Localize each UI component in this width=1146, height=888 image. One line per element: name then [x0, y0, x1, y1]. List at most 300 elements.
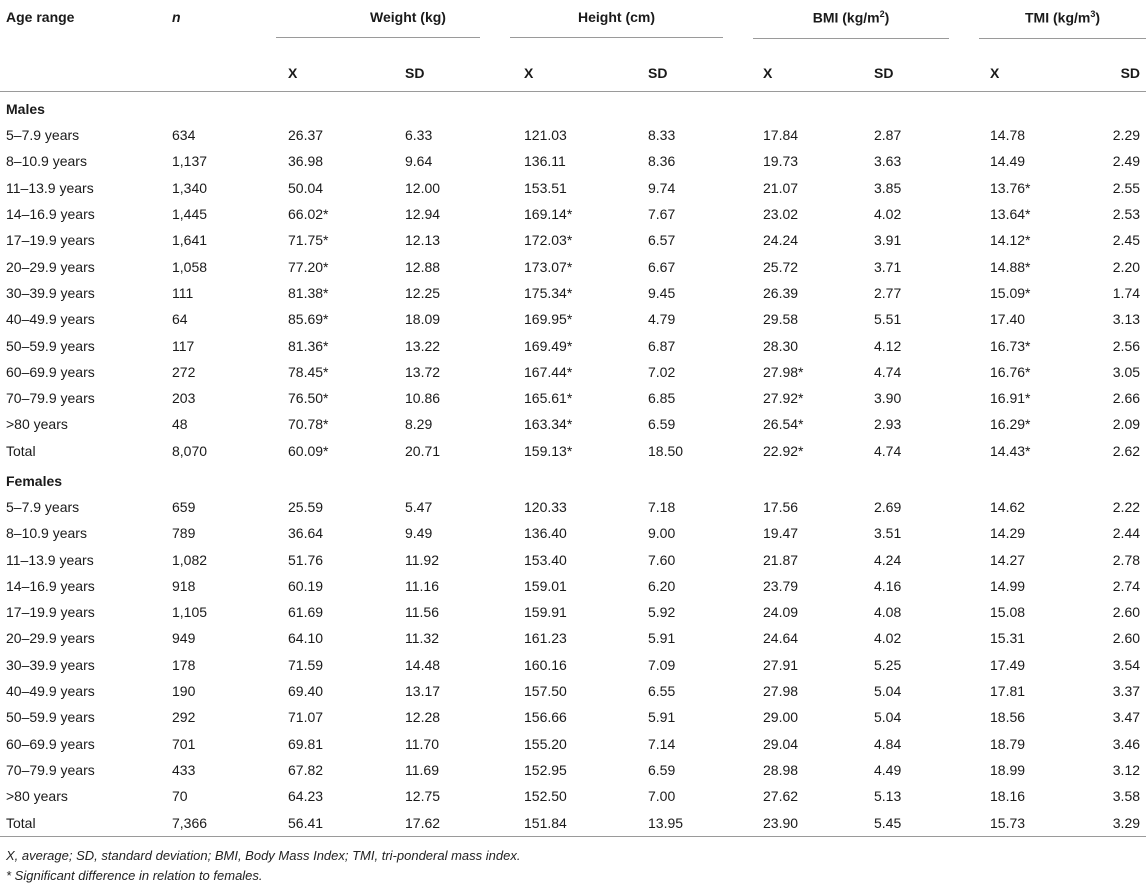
females-cell: 51.76 [288, 551, 324, 568]
males-cell: 14.49 [990, 153, 1026, 170]
females-table-row [0, 546, 1146, 572]
females-cell: 14.48 [405, 656, 441, 673]
males-cell: 27.98* [763, 363, 804, 380]
females-cell: 11.56 [405, 604, 439, 621]
males-cell: 9.64 [405, 153, 433, 170]
females-cell: 152.50 [524, 788, 567, 805]
males-cell: 5–7.9 years [6, 127, 80, 144]
females-cell: 178 [172, 656, 196, 673]
females-table-row [0, 731, 1146, 757]
males-cell: 121.03 [524, 127, 567, 144]
males-cell: 24.24 [763, 232, 799, 249]
females-table-row [0, 599, 1146, 625]
males-cell: 12.25 [405, 284, 441, 301]
males-cell: 2.20 [1112, 258, 1141, 275]
females-cell: 6.59 [648, 761, 676, 778]
males-cell: 165.61* [524, 390, 573, 407]
females-cell: 15.08 [990, 604, 1026, 621]
males-cell: 3.63 [874, 153, 902, 170]
males-table-row [0, 438, 1146, 464]
males-cell: 71.75* [288, 232, 329, 249]
males-cell: 1,137 [172, 153, 208, 170]
females-cell: 61.69 [288, 604, 324, 621]
females-cell: 19.47 [763, 525, 799, 542]
females-cell: 3.51 [874, 525, 902, 542]
males-table-row [0, 148, 1146, 174]
females-cell: 7.09 [648, 656, 676, 673]
males-cell: 50–59.9 years [6, 337, 95, 354]
males-cell: 15.09* [990, 284, 1031, 301]
females-cell: 23.79 [763, 577, 799, 594]
females-table-row [0, 678, 1146, 704]
subheader-weight-sd: SD [405, 55, 510, 92]
males-cell: 6.57 [648, 232, 676, 249]
females-cell: 12.75 [405, 788, 441, 805]
males-cell: 64 [172, 311, 188, 328]
males-cell: 13.22 [405, 337, 441, 354]
females-cell: 71.07 [288, 709, 324, 726]
females-cell: 3.12 [1112, 761, 1141, 778]
females-table-row [0, 783, 1146, 809]
males-cell: 3.90 [874, 390, 902, 407]
males-cell: 60.09* [288, 442, 329, 459]
females-cell: 3.47 [1112, 709, 1141, 726]
header-tmi: TMI $(kg/m^3)$ [979, 0, 1146, 55]
females-cell: 6.20 [648, 577, 676, 594]
females-cell: 15.31 [990, 630, 1026, 647]
females-table-row [0, 809, 1146, 836]
males-cell: 4.74 [874, 442, 902, 459]
females-cell: 25.59 [288, 499, 324, 515]
males-cell: 6.67 [648, 258, 676, 275]
females-cell: 4.84 [874, 735, 902, 752]
females-cell: 14–16.9 years [6, 577, 95, 594]
females-cell: 3.46 [1112, 735, 1141, 752]
males-cell: 1,340 [172, 179, 208, 196]
females-cell: 5.92 [648, 604, 676, 621]
males-table-row [0, 201, 1146, 227]
females-cell: 3.29 [1103, 809, 1146, 836]
females-cell: 2.74 [1112, 577, 1141, 594]
females-cell: 155.20 [524, 735, 567, 752]
males-cell: 17.40 [990, 311, 1026, 328]
females-cell: 292 [172, 709, 196, 726]
males-cell: 48 [172, 416, 188, 433]
females-cell: 160.16 [524, 656, 567, 673]
females-cell: 5.13 [874, 788, 902, 805]
females-cell: 159.01 [524, 577, 567, 594]
females-table-row [0, 704, 1146, 730]
females-cell: 949 [172, 630, 196, 647]
males-cell: 4.79 [648, 311, 676, 328]
females-cell: 6.55 [648, 683, 676, 700]
females-table-row [0, 652, 1146, 678]
females-cell: 17.62 [405, 809, 510, 836]
females-cell: 14.99 [990, 577, 1026, 594]
males-table-row [0, 280, 1146, 306]
males-cell: 70–79.9 years [6, 390, 95, 407]
females-cell: 11.16 [405, 577, 439, 594]
females-cell: 5.25 [874, 656, 902, 673]
males-cell: 9.74 [648, 179, 676, 196]
females-cell: 7.18 [648, 499, 676, 515]
males-cell: 16.76* [990, 363, 1031, 380]
males-cell: 8,070 [172, 442, 208, 459]
females-cell: 1,105 [172, 604, 208, 621]
females-cell: 5.04 [874, 709, 902, 726]
males-cell: 2.45 [1112, 232, 1141, 249]
males-cell: 16.29* [990, 416, 1031, 433]
subheader-height-x: X [510, 55, 648, 92]
females-cell: 433 [172, 761, 196, 778]
header-blank [172, 55, 276, 92]
females-cell: 151.84 [510, 809, 648, 836]
females-cell: Total [0, 809, 172, 836]
females-cell: 789 [172, 525, 196, 542]
females-cell: 21.87 [763, 551, 799, 568]
females-cell: 11–13.9 years [6, 551, 94, 568]
females-cell: 918 [172, 577, 196, 594]
females-cell: 5.91 [648, 709, 676, 726]
males-cell: 3.91 [874, 232, 902, 249]
subheader-tmi-x: X [979, 55, 1103, 92]
males-cell: 17.84 [763, 127, 799, 144]
females-cell: 18.56 [990, 709, 1026, 726]
males-cell: 2.29 [1112, 127, 1141, 144]
males-cell: 6.85 [648, 390, 676, 407]
males-cell: 2.77 [874, 284, 902, 301]
females-cell: 4.08 [874, 604, 902, 621]
females-cell: 2.78 [1112, 551, 1141, 568]
females-rows [0, 494, 1146, 836]
females-cell: 120.33 [524, 499, 567, 515]
males-cell: 77.20* [288, 258, 329, 275]
males-rows [0, 122, 1146, 464]
males-cell: 169.14* [524, 206, 573, 223]
females-cell: 15.73 [979, 809, 1103, 836]
males-cell: 2.53 [1112, 206, 1141, 223]
females-cell: 3.54 [1112, 656, 1141, 673]
males-cell: 7.67 [648, 206, 676, 223]
males-cell: 175.34* [524, 284, 573, 301]
females-cell: 4.02 [874, 630, 902, 647]
males-cell: 1.74 [1112, 284, 1141, 301]
females-cell: 64.10 [288, 630, 324, 647]
males-cell: 9.45 [648, 284, 676, 301]
males-table-row [0, 385, 1146, 411]
males-cell: 159.13* [524, 442, 573, 459]
males-cell: 6.33 [405, 127, 433, 144]
females-cell: 3.37 [1112, 683, 1141, 700]
males-cell: 70.78* [288, 416, 329, 433]
males-table-row [0, 253, 1146, 279]
males-cell: 1,641 [172, 232, 208, 249]
header-weight: Weight (kg) [276, 0, 510, 55]
males-cell: 3.13 [1112, 311, 1141, 328]
males-table-row [0, 332, 1146, 358]
males-cell: 16.91* [990, 390, 1031, 407]
footnote-abbreviations: X, average; SD, standard deviation; BMI, Body Mass Index; TMI, tri-ponderal mass index. [6, 848, 521, 863]
males-table-row [0, 306, 1146, 332]
males-cell: 40–49.9 years [6, 311, 95, 328]
males-cell: 12.13 [405, 232, 441, 249]
females-cell: 24.09 [763, 604, 799, 621]
females-table-row [0, 520, 1146, 546]
females-cell: 7,366 [172, 809, 276, 836]
males-table-row [0, 227, 1146, 253]
females-cell: 156.66 [524, 709, 567, 726]
males-cell: 3.85 [874, 179, 902, 196]
males-cell: 30–39.9 years [6, 284, 95, 301]
females-cell: 4.49 [874, 761, 902, 778]
males-cell: 14.43* [990, 442, 1031, 459]
males-cell: 25.72 [763, 258, 799, 275]
males-cell: 2.09 [1112, 416, 1141, 433]
males-cell: 4.02 [874, 206, 902, 223]
males-cell: 29.58 [763, 311, 799, 328]
males-cell: 81.36* [288, 337, 329, 354]
females-cell: 23.90 [753, 809, 874, 836]
females-cell: 152.95 [524, 761, 567, 778]
females-cell: 2.44 [1112, 525, 1141, 542]
females-cell: 14.29 [990, 525, 1026, 542]
males-cell: 12.00 [405, 179, 441, 196]
males-cell: >80 years [6, 416, 68, 433]
males-cell: 111 [172, 284, 194, 301]
females-table-row [0, 494, 1146, 520]
females-cell: 2.69 [874, 499, 902, 515]
males-cell: 20.71 [405, 442, 441, 459]
females-cell: 7.60 [648, 551, 676, 568]
males-table-row [0, 122, 1146, 148]
females-cell: 11.32 [405, 630, 439, 647]
females-cell: 28.98 [763, 761, 799, 778]
females-cell: 7.00 [648, 788, 676, 805]
males-cell: 14.88* [990, 258, 1031, 275]
header-height: Height (cm) [510, 0, 753, 55]
subheader-bmi-sd: SD [874, 55, 979, 92]
females-cell: 40–49.9 years [6, 683, 95, 700]
males-cell: 1,445 [172, 206, 208, 223]
males-cell: 136.11 [524, 153, 566, 170]
females-cell: 70–79.9 years [6, 761, 95, 778]
males-cell: 1,058 [172, 258, 208, 275]
males-cell: 169.49* [524, 337, 573, 354]
females-cell: 9.00 [648, 525, 676, 542]
females-cell: 69.40 [288, 683, 324, 700]
males-cell: 169.95* [524, 311, 573, 328]
females-cell: 161.23 [524, 630, 567, 647]
males-cell: 8.29 [405, 416, 433, 433]
males-cell: 2.62 [1112, 442, 1141, 459]
males-cell: 2.87 [874, 127, 902, 144]
males-cell: 167.44* [524, 363, 573, 380]
females-cell: 659 [172, 499, 196, 515]
males-cell: 27.92* [763, 390, 804, 407]
males-cell: 8–10.9 years [6, 153, 87, 170]
males-cell: 26.54* [763, 416, 804, 433]
males-cell: 2.55 [1112, 179, 1141, 196]
females-cell: 5–7.9 years [6, 499, 80, 515]
females-cell: 20–29.9 years [6, 630, 95, 647]
females-cell: 11.92 [405, 551, 439, 568]
males-cell: 13.64* [990, 206, 1031, 223]
males-cell: 19.73 [763, 153, 799, 170]
males-cell: 8.36 [648, 153, 676, 170]
females-table-row [0, 757, 1146, 783]
females-cell: 5.45 [874, 809, 979, 836]
group-label-females: Females [6, 472, 63, 489]
males-cell: 6.59 [648, 416, 676, 433]
females-cell: >80 years [6, 788, 68, 805]
males-cell: 5.51 [874, 311, 902, 328]
males-cell: 18.09 [405, 311, 441, 328]
females-cell: 4.16 [874, 577, 902, 594]
females-cell: 60.19 [288, 577, 324, 594]
females-cell: 14.27 [990, 551, 1026, 568]
males-cell: 14–16.9 years [6, 206, 95, 223]
females-table-row [0, 573, 1146, 599]
footnote-significance: * Significant difference in relation to females. [6, 868, 263, 883]
females-cell: 7.14 [648, 735, 676, 752]
males-cell: 36.98 [288, 153, 324, 170]
males-cell: 153.51 [524, 179, 567, 196]
females-cell: 27.62 [763, 788, 799, 805]
females-cell: 190 [172, 683, 196, 700]
males-cell: 22.92* [763, 442, 804, 459]
males-table-row [0, 411, 1146, 437]
males-cell: 76.50* [288, 390, 329, 407]
females-cell: 17.56 [763, 499, 799, 515]
females-cell: 18.16 [990, 788, 1026, 805]
females-cell: 70 [172, 788, 188, 805]
females-cell: 27.91 [763, 656, 799, 673]
males-cell: 634 [172, 127, 196, 144]
females-cell: 50–59.9 years [6, 709, 95, 726]
females-cell: 29.04 [763, 735, 799, 752]
males-cell: 18.50 [648, 442, 684, 459]
males-cell: 12.88 [405, 258, 441, 275]
males-cell: 23.02 [763, 206, 799, 223]
males-cell: Total [6, 442, 36, 459]
males-cell: 6.87 [648, 337, 676, 354]
males-cell: 11–13.9 years [6, 179, 94, 196]
males-cell: 172.03* [524, 232, 573, 249]
header-age-range: Age range [6, 9, 75, 25]
males-cell: 3.05 [1112, 363, 1141, 380]
subheader-bmi-x: X [753, 55, 874, 92]
males-cell: 12.94 [405, 206, 441, 223]
males-cell: 272 [172, 363, 196, 380]
subheader-height-sd: SD [648, 55, 753, 92]
males-cell: 173.07* [524, 258, 573, 275]
females-cell: 2.22 [1112, 499, 1141, 515]
males-cell: 4.74 [874, 363, 902, 380]
males-cell: 21.07 [763, 179, 799, 196]
males-cell: 2.66 [1112, 390, 1141, 407]
females-cell: 5.04 [874, 683, 902, 700]
males-cell: 7.02 [648, 363, 676, 380]
females-cell: 701 [172, 735, 196, 752]
males-cell: 17–19.9 years [6, 232, 95, 249]
females-cell: 18.79 [990, 735, 1026, 752]
females-cell: 17–19.9 years [6, 604, 95, 621]
males-cell: 26.39 [763, 284, 799, 301]
females-cell: 136.40 [524, 525, 567, 542]
males-cell: 26.37 [288, 127, 324, 144]
males-cell: 163.34* [524, 416, 573, 433]
males-cell: 10.86 [405, 390, 441, 407]
females-cell: 13.17 [405, 683, 441, 700]
males-cell: 16.73* [990, 337, 1031, 354]
females-cell: 27.98 [763, 683, 799, 700]
males-cell: 14.78 [990, 127, 1026, 144]
females-cell: 8–10.9 years [6, 525, 87, 542]
females-cell: 2.60 [1112, 630, 1141, 647]
females-cell: 71.59 [288, 656, 324, 673]
males-table-row [0, 175, 1146, 201]
males-cell: 8.33 [648, 127, 676, 144]
males-cell: 13.76* [990, 179, 1031, 196]
females-cell: 14.62 [990, 499, 1026, 515]
males-cell: 66.02* [288, 206, 329, 223]
females-cell: 18.99 [990, 761, 1026, 778]
females-cell: 11.69 [405, 761, 439, 778]
females-cell: 56.41 [276, 809, 405, 836]
males-cell: 203 [172, 390, 196, 407]
males-cell: 2.49 [1112, 153, 1141, 170]
females-cell: 36.64 [288, 525, 324, 542]
males-cell: 81.38* [288, 284, 329, 301]
females-cell: 17.81 [990, 683, 1026, 700]
females-cell: 13.95 [648, 809, 753, 836]
males-cell: 13.72 [405, 363, 441, 380]
subheader-tmi-sd: SD [1103, 55, 1146, 92]
males-cell: 50.04 [288, 179, 324, 196]
males-cell: 85.69* [288, 311, 329, 328]
males-cell: 3.71 [874, 258, 902, 275]
males-cell: 28.30 [763, 337, 799, 354]
males-cell: 20–29.9 years [6, 258, 95, 275]
females-cell: 4.24 [874, 551, 902, 568]
females-cell: 60–69.9 years [6, 735, 95, 752]
males-cell: 2.93 [874, 416, 902, 433]
females-cell: 17.49 [990, 656, 1026, 673]
females-cell: 2.60 [1112, 604, 1141, 621]
females-cell: 24.64 [763, 630, 799, 647]
subheader-weight-x: X [276, 55, 405, 92]
females-cell: 67.82 [288, 761, 324, 778]
header-n: n [172, 9, 181, 25]
header-bmi: BMI $(kg/m^2)$ [753, 0, 979, 55]
females-cell: 5.47 [405, 499, 433, 515]
males-cell: 4.12 [874, 337, 902, 354]
females-table-row [0, 625, 1146, 651]
females-cell: 159.91 [524, 604, 567, 621]
females-cell: 1,082 [172, 551, 208, 568]
males-cell: 78.45* [288, 363, 329, 380]
males-cell: 117 [172, 337, 195, 354]
females-cell: 29.00 [763, 709, 799, 726]
females-cell: 5.91 [648, 630, 676, 647]
males-cell: 14.12* [990, 232, 1031, 249]
group-label-males: Males [6, 101, 45, 117]
females-cell: 64.23 [288, 788, 324, 805]
females-cell: 157.50 [524, 683, 567, 700]
males-cell: 2.56 [1112, 337, 1141, 354]
males-cell: 60–69.9 years [6, 363, 95, 380]
females-cell: 11.70 [405, 735, 439, 752]
